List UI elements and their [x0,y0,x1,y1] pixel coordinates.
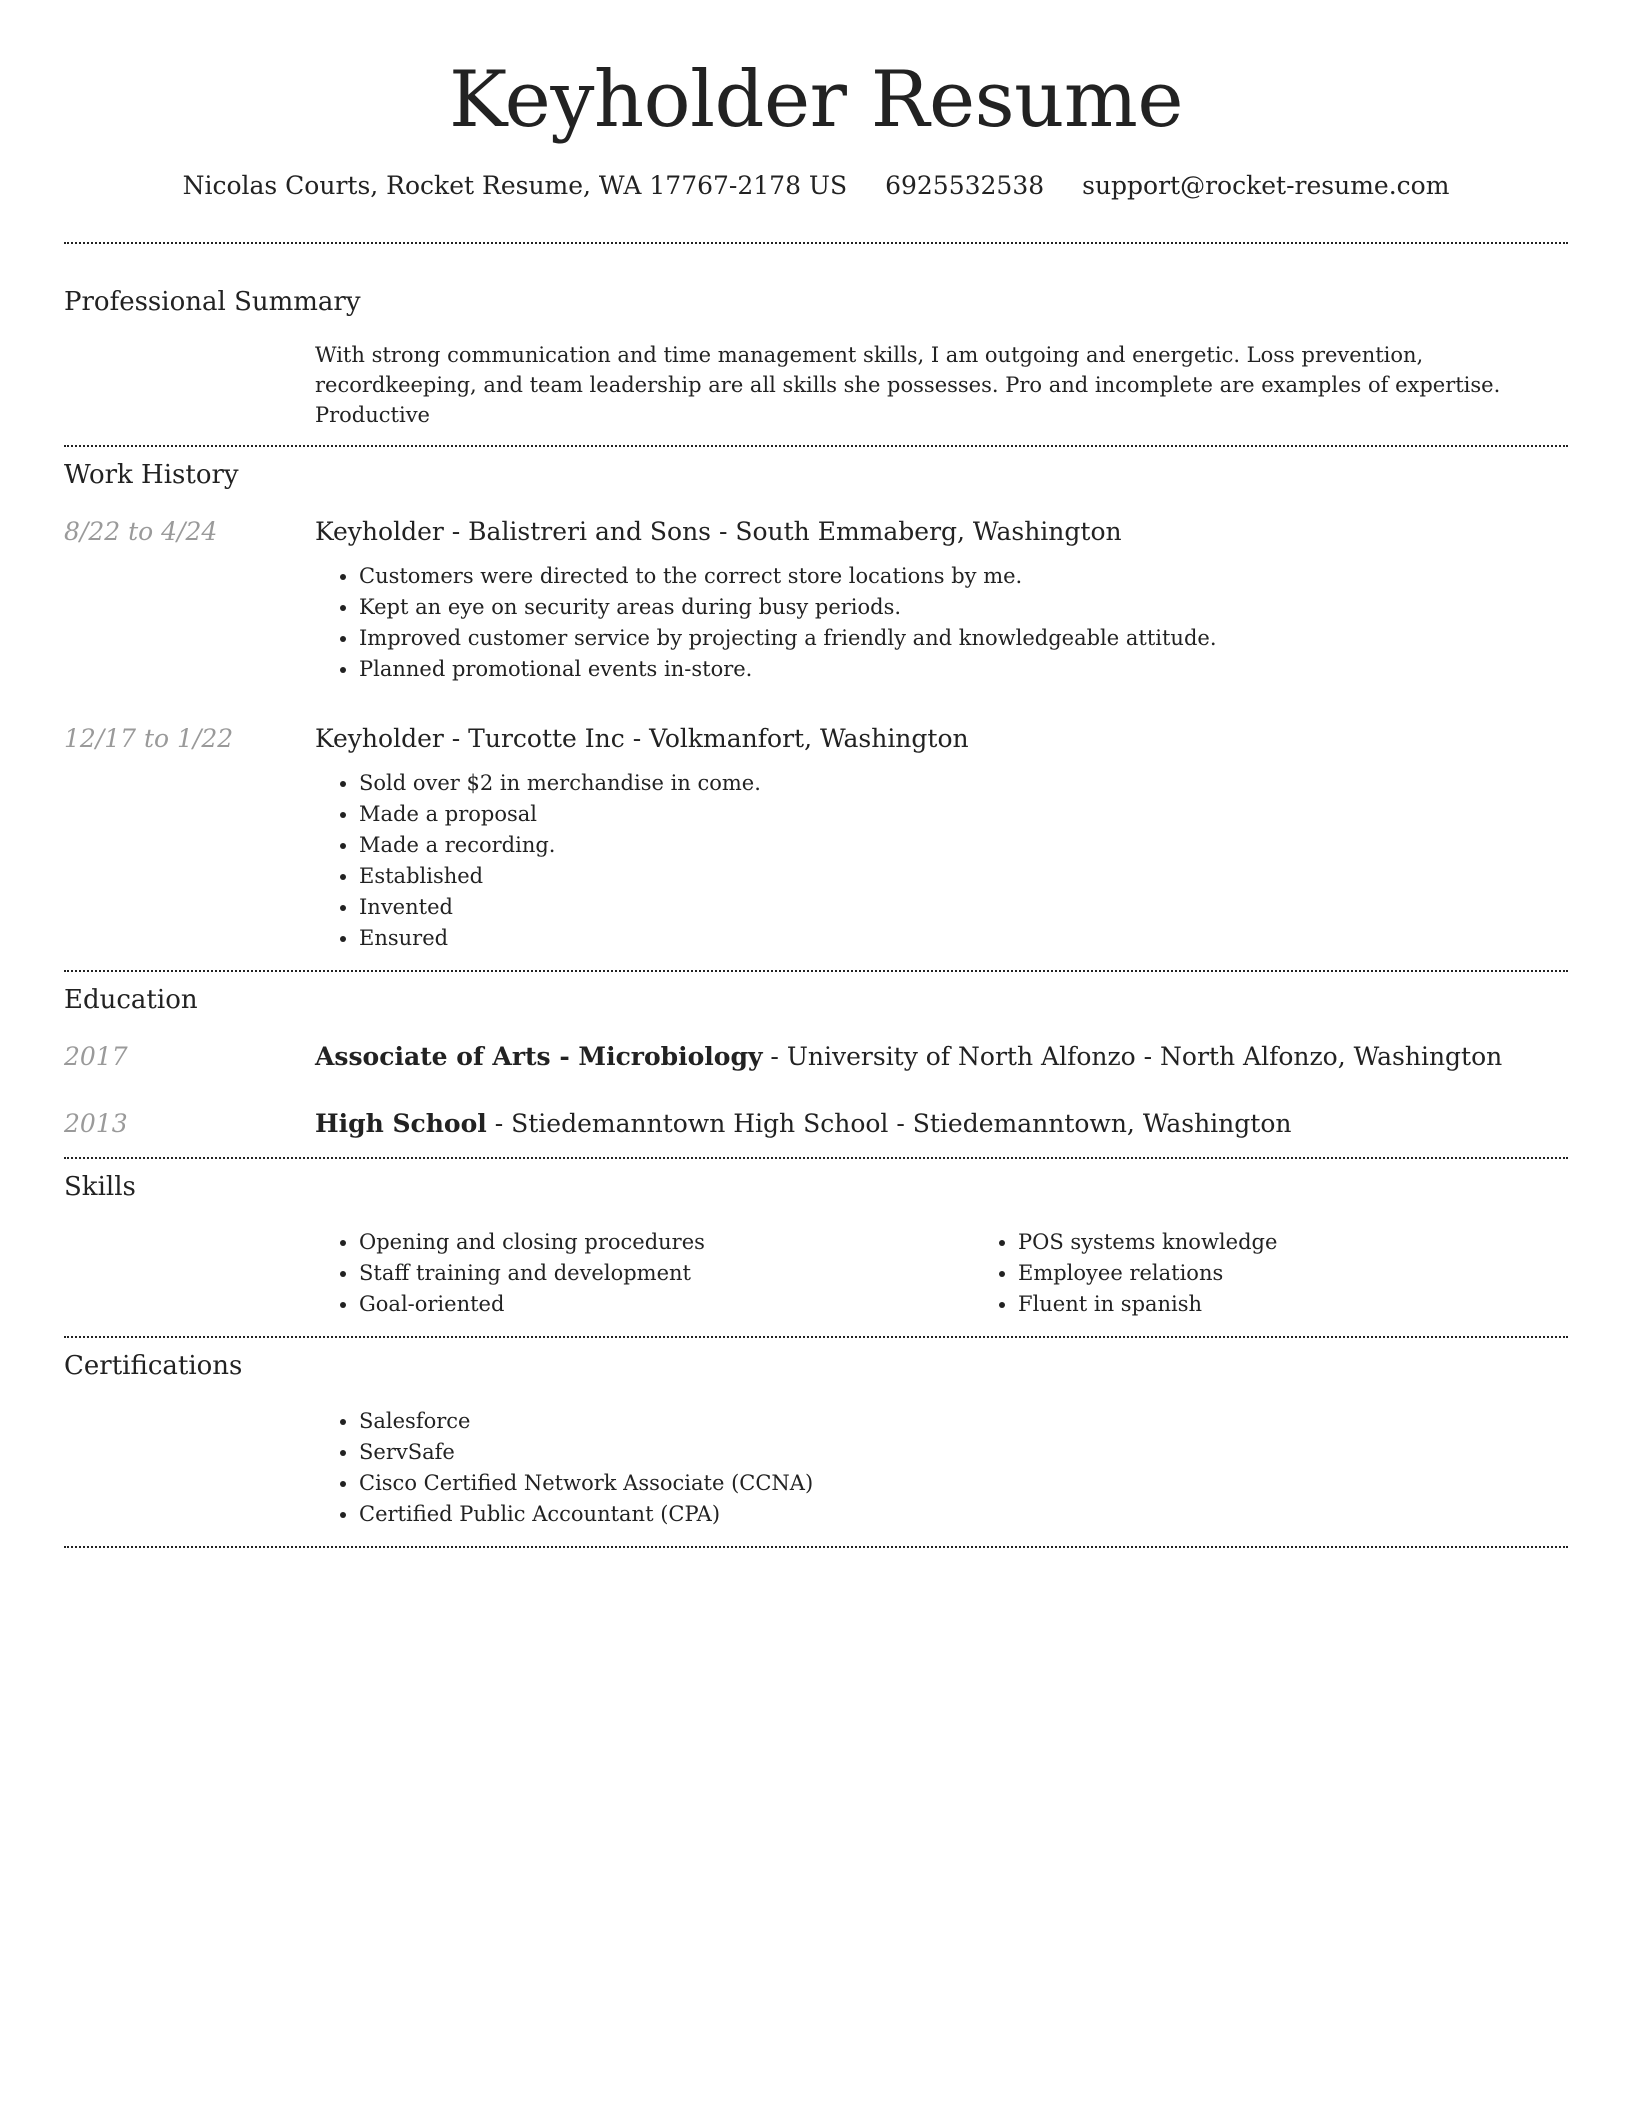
job-title: Keyholder - Balistreri and Sons - South Emmaberg, Washington [315,517,1122,546]
contact-line [64,168,1568,204]
education-degree: Associate of Arts - Microbiology [315,1042,763,1071]
job-title: Keyholder - Turcotte Inc - Volkmanfort, Washington [315,724,969,753]
list-item: • Made a proposal [359,799,1568,830]
skills-list-left [315,1227,974,1320]
list-item: • Improved customer service by projecting a friendly and knowledgeable attitude. [359,623,1568,654]
list-item: • Salesforce [359,1406,1568,1437]
education-section [64,982,1568,1141]
list-item: • Employee relations [1018,1258,1632,1289]
section-divider [64,970,1568,972]
list-item: • Invented [359,892,1568,923]
education-school: - Stiedemanntown High School - Stiedemanntown, Washington [486,1109,1292,1138]
list-item: • Fluent in spanish [1018,1289,1632,1320]
education-heading: Education [64,985,198,1015]
list-item: • Planned promotional events in-store. [359,654,1568,685]
section-divider [64,1546,1568,1548]
education-entry [64,1107,1568,1141]
skills-list-right [974,1227,1632,1320]
list-item: • Opening and closing procedures [359,1227,974,1258]
work-history-heading: Work History [64,460,239,490]
list-item: • Established [359,861,1568,892]
job-dates: 8/22 to 4/24 [64,517,218,546]
section-divider [64,1336,1568,1338]
certifications-heading: Certifications [64,1351,243,1381]
summary-heading: Professional Summary [64,287,361,317]
list-item: • Cisco Certified Network Associate (CCNA) [359,1468,1568,1499]
education-entry [64,1040,1568,1074]
list-item: • Staff training and development [359,1258,974,1289]
job-entry [64,722,1568,954]
list-item: • Kept an eye on security areas during busy periods. [359,592,1568,623]
skills-heading: Skills [64,1172,136,1202]
contact-address: Nicolas Courts, Rocket Resume, WA 17767-2178 US [182,171,848,200]
work-history-section [64,457,1568,954]
list-item: • ServSafe [359,1437,1568,1468]
list-item: • Sold over $2 in merchandise in come. [359,768,1568,799]
education-school: - University of North Alfonzo - North Alfonzo, Washington [762,1042,1503,1071]
section-divider [64,445,1568,447]
certifications-section [64,1348,1568,1530]
job-entry [64,515,1568,685]
education-year: 2013 [64,1109,128,1138]
job-bullets [315,561,1568,685]
job-dates: 12/17 to 1/22 [64,724,234,753]
contact-phone: 6925532538 [885,171,1045,200]
list-item: • Certified Public Accountant (CPA) [359,1499,1568,1530]
contact-email: support@rocket-resume.com [1082,171,1450,200]
list-item: • POS systems knowledge [1018,1227,1632,1258]
certifications-list [315,1406,1568,1530]
resume-title: Keyholder Resume [449,55,1183,145]
list-item: • Goal-oriented [359,1289,974,1320]
resume-page [64,0,1568,1548]
list-item: • Customers were directed to the correct store locations by me. [359,561,1568,592]
education-degree: High School [315,1109,487,1138]
summary-section [64,284,1568,430]
list-item: • Made a recording. [359,830,1568,861]
skills-section [64,1169,1568,1320]
section-divider [64,1157,1568,1159]
job-bullets [315,768,1568,954]
list-item: • Ensured [359,923,1568,954]
education-year: 2017 [64,1042,128,1071]
section-divider [64,242,1568,244]
summary-text: With strong communication and time management skills, I am outgoing and energetic. Loss prevention, recordkeeping, and team leadership are all skills she possesses. Pro and incomplete are examples of expertise. Productive [315,343,1501,427]
